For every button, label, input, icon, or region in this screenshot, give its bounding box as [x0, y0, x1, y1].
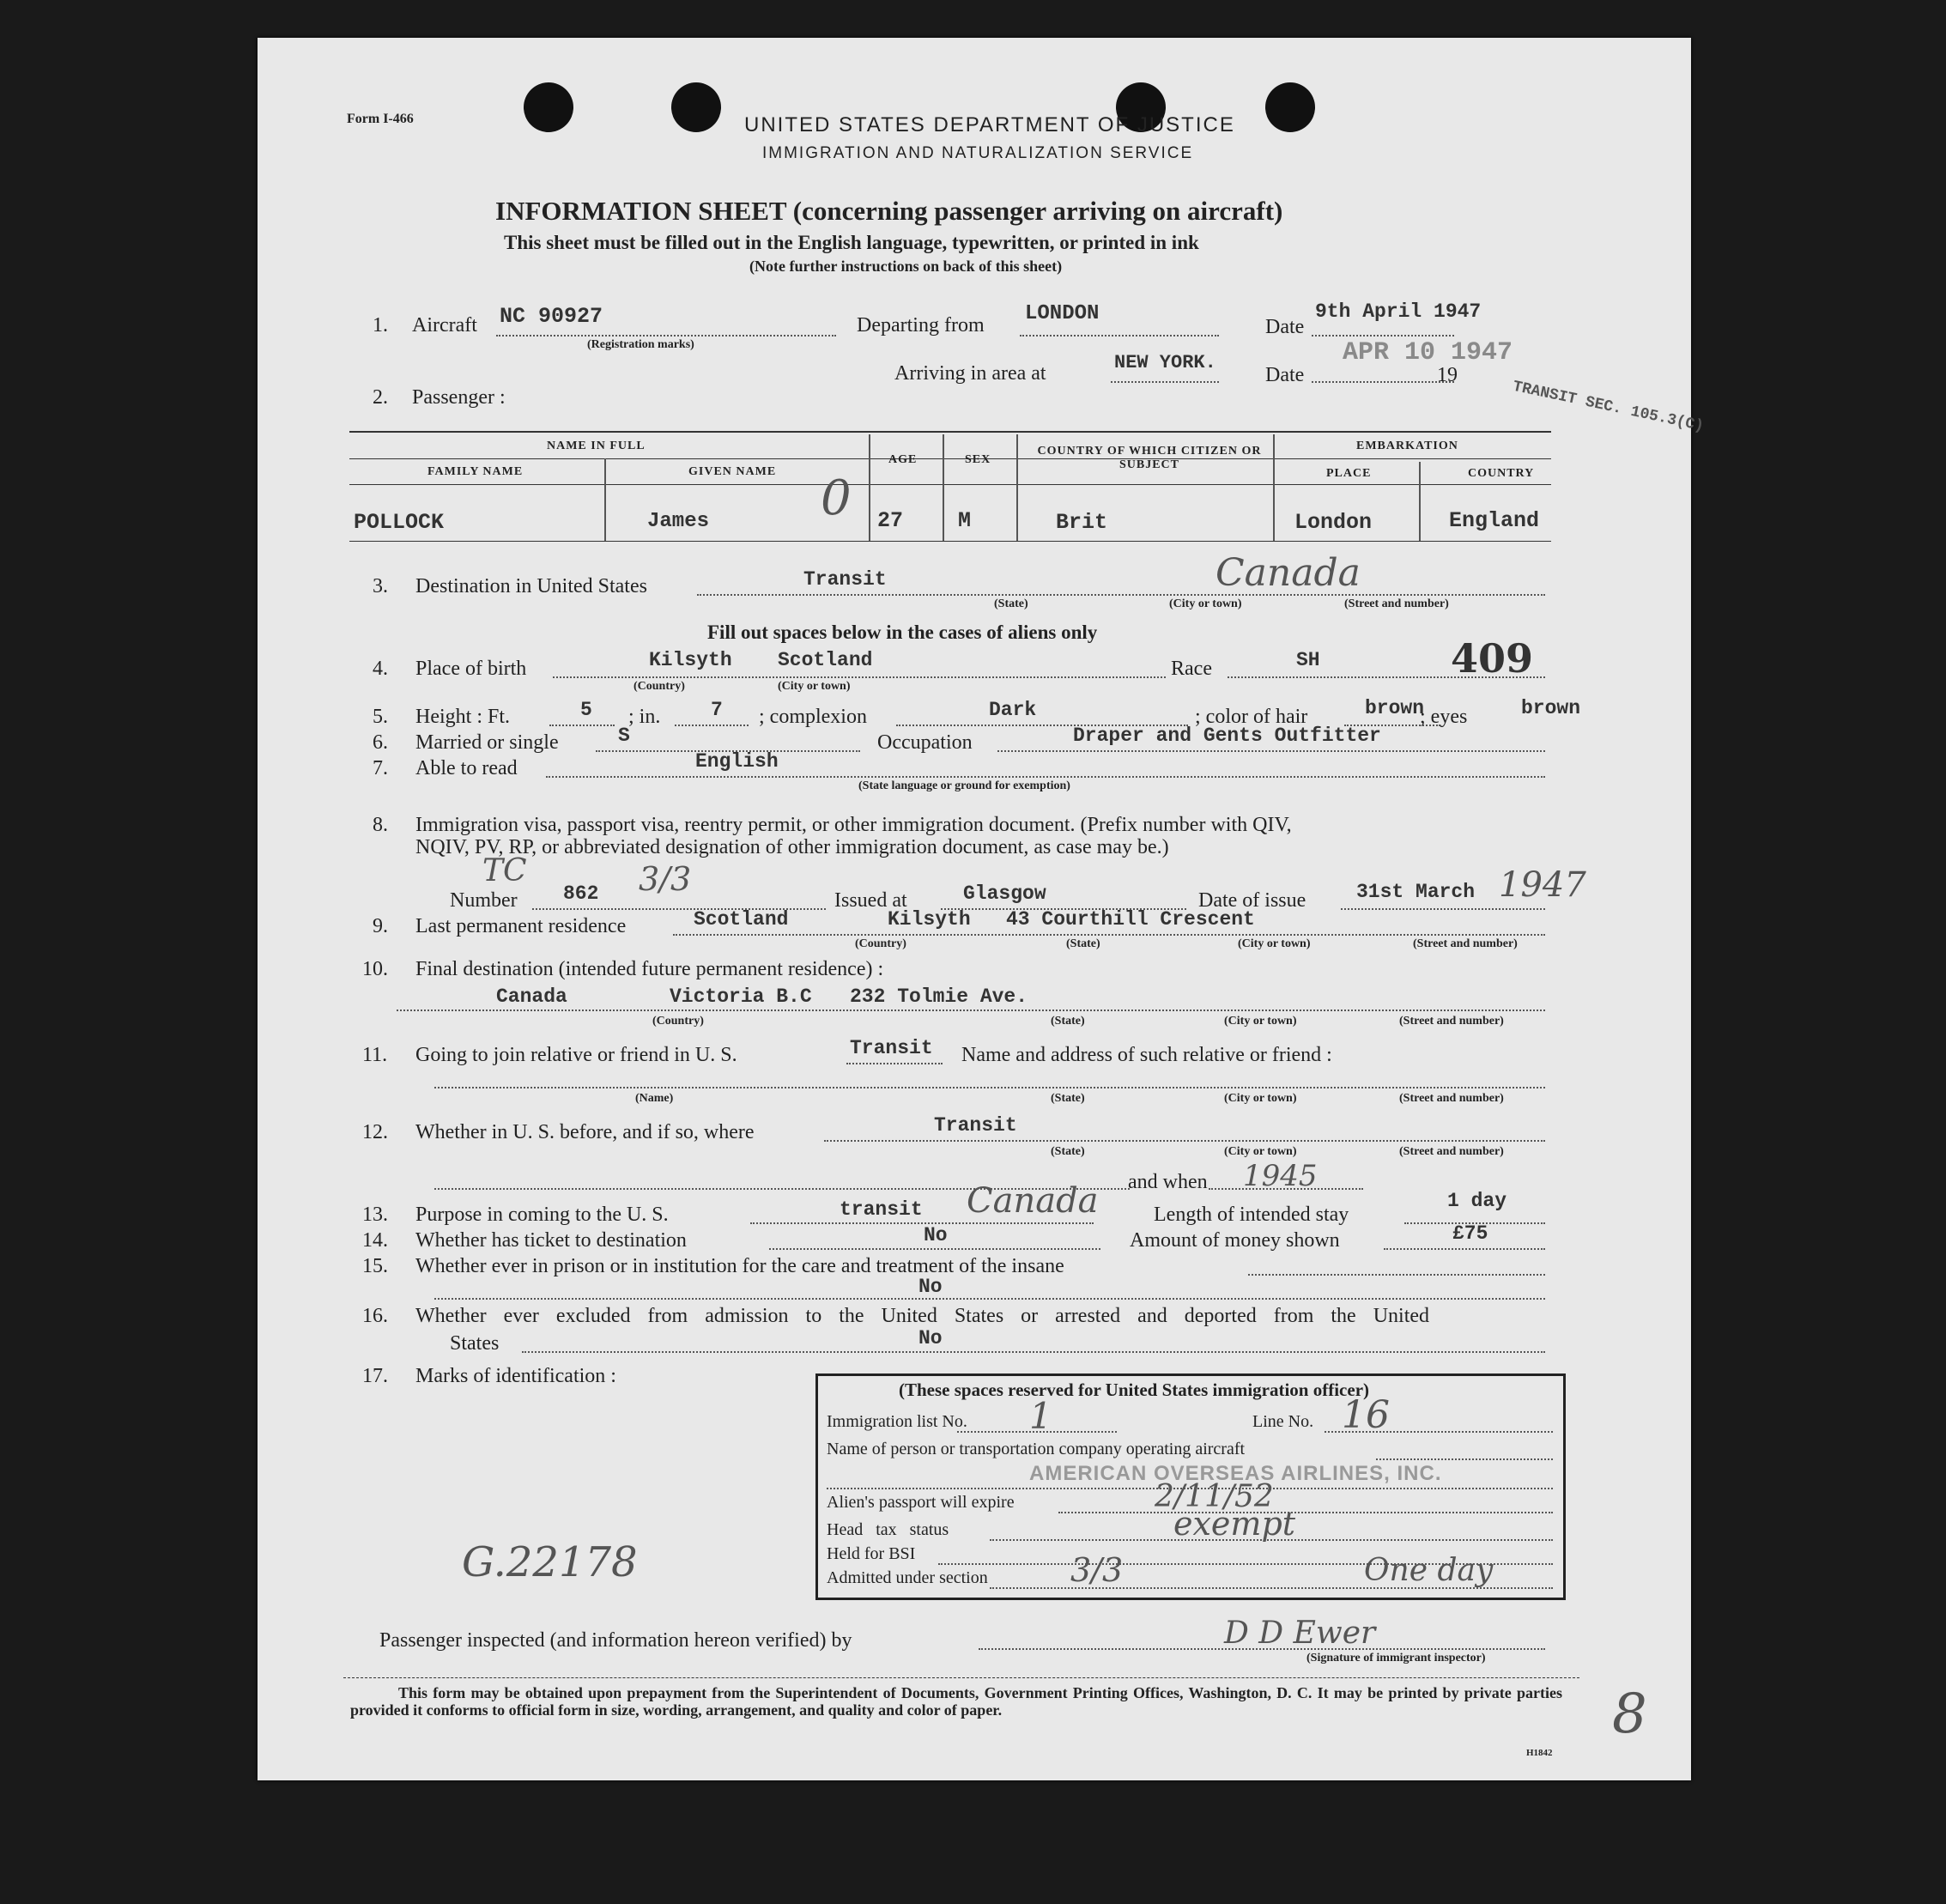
caption-street-9: (Street and number) — [1413, 937, 1518, 950]
ticket-label: Whether has ticket to destination — [415, 1229, 687, 1252]
item-6-number: 6. — [373, 731, 388, 754]
number-label: Number — [450, 889, 518, 912]
punch-hole-2 — [671, 82, 721, 132]
issue-date-value: 31st March — [1356, 881, 1476, 903]
footer-text-content: This form may be obtained upon prepayment from the Superintendent of Documents, Government Printing Offices, Washington, D. C. It may be printed by private parties provided it conforms to official form in size, wording, arrangement, and quality and color of paper. — [350, 1684, 1562, 1719]
arriving-label: Arriving in area at — [894, 362, 1046, 385]
item-12-number: 12. — [362, 1121, 388, 1143]
caption-country-9: (Country) — [855, 937, 906, 950]
operator-stamp: AMERICAN OVERSEAS AIRLINES, INC. — [1029, 1462, 1442, 1485]
read-value: English — [695, 750, 779, 773]
passport-expire-label: Alien's passport will expire — [827, 1493, 1015, 1512]
arriving-value: NEW YORK. — [1114, 352, 1216, 373]
caption-city-11: (City or town) — [1224, 1092, 1297, 1105]
item-9-number: 9. — [373, 915, 388, 937]
occupation-label: Occupation — [877, 731, 973, 754]
visa-label-2: NQIV, PV, RP, or abbreviated designation of other immigration document, as case may be.) — [415, 836, 1169, 858]
issue-year: 1947 — [1499, 865, 1586, 905]
caption-city-4: (City or town) — [778, 680, 851, 693]
cell-family-name: POLLOCK — [354, 510, 445, 535]
caption-country-10: (Country) — [652, 1015, 704, 1028]
sheet-title-text: INFORMATION SHEET (concerning passenger arriving on aircraft) — [495, 196, 1283, 226]
col-sex: SEX — [965, 453, 991, 466]
item-14-number: 14. — [362, 1229, 388, 1252]
final-country: Canada — [496, 985, 567, 1008]
excluded-label: Whether ever excluded from admission to the United States or arrested and deported from the United — [415, 1305, 1430, 1327]
col-country-citizen: COUNTRY OF WHICH CITIZEN OR SUBJECT — [1037, 445, 1262, 471]
cell-age: 27 — [877, 508, 904, 533]
visa-label-1: Immigration visa, passport visa, reentry permit, or other immigration document. (Prefix number with QIV, — [415, 814, 1292, 836]
prison-value: No — [918, 1276, 943, 1298]
residence-street: 43 Courthill Crescent — [1006, 908, 1255, 931]
footer-text — [350, 1684, 1562, 1719]
height-in: 7 — [711, 699, 723, 721]
departing-value: LONDON — [1025, 302, 1100, 325]
col-age: AGE — [888, 453, 918, 466]
list-no-value: 1 — [1029, 1395, 1052, 1437]
caption-street-11: (Street and number) — [1399, 1092, 1504, 1105]
officer-box — [815, 1373, 1566, 1600]
form-number: Form I-466 — [347, 112, 414, 126]
line-no-label: Line No. — [1252, 1412, 1314, 1431]
married-label: Married or single — [415, 731, 559, 754]
caption-city-3: (City or town) — [1169, 597, 1242, 610]
item-10-number: 10. — [362, 958, 388, 980]
inspector-signature: D D Ewer — [1224, 1616, 1376, 1651]
purpose-label: Purpose in coming to the U. S. — [415, 1204, 669, 1226]
caption-street-10: (Street and number) — [1399, 1015, 1504, 1028]
money-label: Amount of money shown — [1130, 1229, 1340, 1252]
departing-label: Departing from — [857, 314, 985, 337]
purpose-value: transit — [840, 1198, 923, 1221]
punch-hole-1 — [524, 82, 573, 132]
caption-street-3: (Street and number) — [1344, 597, 1449, 610]
cell-place: London — [1294, 510, 1373, 535]
item-13-number: 13. — [362, 1204, 388, 1226]
before-label: Whether in U. S. before, and if so, where — [415, 1121, 755, 1143]
caption-street-12: (Street and number) — [1399, 1145, 1504, 1158]
officer-box-title: (These spaces reserved for United States immigration officer) — [899, 1379, 1370, 1400]
col-given-name: GIVEN NAME — [688, 465, 777, 478]
sheet-note: (Note further instructions on back of this sheet) — [749, 258, 1063, 275]
admitted-label: Admitted under section — [827, 1568, 988, 1587]
print-code: H1842 — [1526, 1748, 1553, 1758]
admitted-note: One day — [1364, 1553, 1494, 1588]
residence-country: Scotland — [694, 908, 789, 931]
caption-country-4: (Country) — [634, 680, 685, 693]
issue-date-label: Date of issue — [1198, 889, 1306, 912]
birth-label: Place of birth — [415, 658, 527, 680]
issued-value: Glasgow — [963, 882, 1046, 905]
item-15-number: 15. — [362, 1255, 388, 1277]
cell-given-name: James — [647, 510, 710, 533]
cell-citizen: Brit — [1056, 510, 1108, 535]
list-no-label: Immigration list No. — [827, 1412, 967, 1431]
race-code: 409 — [1451, 635, 1534, 682]
visa-prefix: TC — [482, 853, 527, 888]
birth-city: Scotland — [778, 649, 873, 671]
signature-caption: (Signature of immigrant inspector) — [1306, 1652, 1486, 1664]
col-country: COUNTRY — [1468, 467, 1535, 480]
caption-city-10: (City or town) — [1224, 1015, 1297, 1028]
caption-state-9: (State) — [1066, 937, 1100, 950]
date-label: Date — [1265, 316, 1305, 338]
caption-city-12: (City or town) — [1224, 1145, 1297, 1158]
date-label-2: Date — [1265, 364, 1305, 386]
item-8-number: 8. — [373, 814, 388, 836]
passenger-label: Passenger : — [412, 386, 506, 409]
money-value: £75 — [1452, 1222, 1488, 1245]
cell-country: England — [1449, 508, 1540, 533]
excluded-value: No — [918, 1327, 943, 1349]
inches-label: ; in. — [628, 706, 661, 728]
item-11-number: 11. — [362, 1044, 388, 1066]
relative-name-label: Name and address of such relative or friend : — [961, 1044, 1332, 1066]
sheet-instruction: This sheet must be filled out in the English language, typewritten, or printed in ink — [504, 232, 1199, 253]
col-name-in-full: NAME IN FULL — [547, 440, 646, 452]
ticket-value: No — [924, 1224, 948, 1246]
final-dest-label: Final destination (intended future permanent residence) : — [415, 958, 884, 980]
hair-value: brown — [1365, 697, 1425, 719]
year-suffix: 19 — [1437, 364, 1458, 386]
race-value: SH — [1296, 649, 1320, 671]
height-label: Height : Ft. — [415, 706, 511, 728]
before-value: Transit — [934, 1114, 1017, 1137]
residence-state: Kilsyth — [888, 908, 971, 931]
sheet-title — [495, 196, 1282, 227]
operator-label: Name of person or transportation company operating aircraft — [827, 1440, 1246, 1458]
item-16-number: 16. — [362, 1305, 388, 1327]
read-label: Able to read — [415, 757, 518, 779]
item-5-number: 5. — [373, 706, 388, 728]
join-label: Going to join relative or friend in U. S. — [415, 1044, 737, 1066]
item-7-number: 7. — [373, 757, 388, 779]
eyes-label: ; eyes — [1420, 706, 1468, 728]
race-label: Race — [1171, 658, 1212, 680]
destination-state: Transit — [803, 568, 887, 591]
head-tax-value: exempt — [1173, 1505, 1296, 1543]
aliens-only-heading: Fill out spaces below in the cases of aliens only — [707, 622, 1098, 643]
complexion-value: Dark — [989, 699, 1037, 721]
passport-expire-value: 2/11/52 — [1155, 1479, 1274, 1514]
caption-state-12: (State) — [1051, 1145, 1085, 1158]
length-value: 1 day — [1447, 1190, 1507, 1212]
destination-city: Canada — [1215, 551, 1361, 595]
caption-name-11: (Name) — [635, 1092, 674, 1105]
inspected-label: Passenger inspected (and information hereon verified) by — [379, 1629, 852, 1652]
caption-city-9: (City or town) — [1238, 937, 1311, 950]
admitted-section: 3/3 — [1070, 1551, 1124, 1589]
bsi-label: Held for BSI — [827, 1544, 916, 1563]
occupation-value: Draper and Gents Outfitter — [1073, 725, 1381, 747]
prison-label: Whether ever in prison or in institution for the care and treatment of the insane — [415, 1255, 1064, 1277]
item-3-number: 3. — [373, 575, 388, 597]
aircraft-label: Aircraft — [412, 314, 477, 337]
height-ft: 5 — [580, 699, 592, 721]
item-17-number: 17. — [362, 1365, 388, 1387]
col-family-name: FAMILY NAME — [427, 465, 524, 478]
form-sheet — [258, 38, 1706, 1780]
destination-label: Destination in United States — [415, 575, 647, 597]
service-title: IMMIGRATION AND NATURALIZATION SERVICE — [762, 144, 1194, 162]
marks-label: Marks of identification : — [415, 1365, 616, 1387]
item-1-number: 1. — [373, 314, 388, 337]
aircraft-value: NC 90927 — [500, 304, 603, 329]
when-label: and when — [1128, 1171, 1208, 1193]
line-no-value: 16 — [1342, 1393, 1390, 1437]
hair-label: ; color of hair — [1195, 706, 1308, 728]
join-value: Transit — [850, 1037, 933, 1059]
transit-stamp: TRANSIT SEC. 105.3(C) — [1511, 378, 1706, 436]
birth-country: Kilsyth — [649, 649, 732, 671]
visa-section: 3/3 — [639, 860, 692, 898]
visa-number: 862 — [563, 882, 599, 905]
registration-caption: (Registration marks) — [587, 338, 694, 351]
head-tax-label: Head tax status — [827, 1520, 949, 1539]
excluded-label-2: States — [450, 1332, 500, 1355]
caption-language: (State language or ground for exemption) — [858, 779, 1070, 792]
married-value: S — [618, 725, 630, 747]
col-place: PLACE — [1326, 467, 1372, 480]
col-embarkation: EMBARKATION — [1356, 440, 1458, 452]
purpose-hand: Canada — [967, 1181, 1099, 1221]
residence-label: Last permanent residence — [415, 915, 627, 937]
departure-date-value: 9th April 1947 — [1315, 300, 1482, 323]
item-4-number: 4. — [373, 658, 388, 680]
eyes-value: brown — [1521, 697, 1581, 719]
cell-sex: M — [958, 508, 972, 533]
when-value: 1945 — [1243, 1159, 1318, 1193]
caption-state-3: (State) — [994, 597, 1028, 610]
final-street: 232 Tolmie Ave. — [850, 985, 1028, 1008]
issued-label: Issued at — [834, 889, 907, 912]
length-label: Length of intended stay — [1154, 1204, 1349, 1226]
file-number: G.22178 — [462, 1538, 638, 1586]
complexion-label: ; complexion — [759, 706, 867, 728]
caption-state-11: (State) — [1051, 1092, 1085, 1105]
final-state: Victoria B.C — [670, 985, 812, 1008]
department-title: UNITED STATES DEPARTMENT OF JUSTICE — [744, 113, 1235, 136]
margin-number: 8 — [1612, 1683, 1647, 1746]
item-2-number: 2. — [373, 386, 388, 409]
caption-state-10: (State) — [1051, 1015, 1085, 1028]
arrival-stamp: APR 10 1947 — [1343, 338, 1513, 367]
given-name-mark: 0 — [821, 470, 852, 526]
punch-hole-4 — [1265, 82, 1315, 132]
